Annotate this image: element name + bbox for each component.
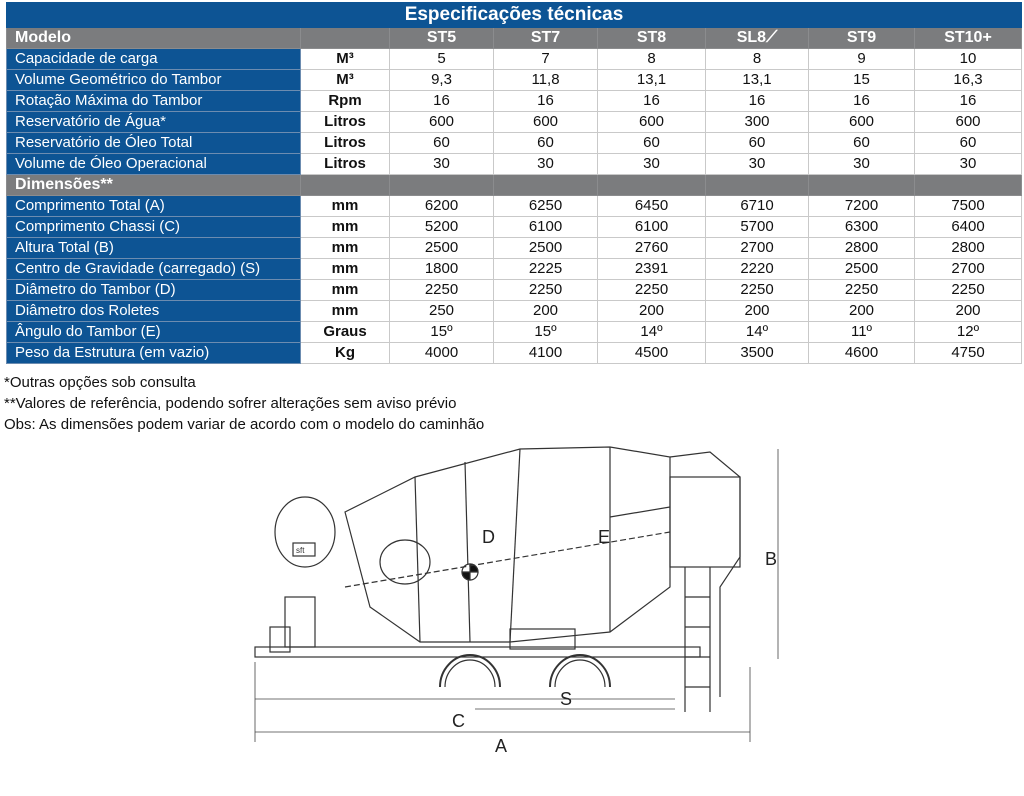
row-value: 2225 [494, 259, 598, 280]
dimensions-header: Dimensões** [7, 175, 301, 196]
row-value: 5200 [390, 217, 494, 238]
row-value: 13,1 [706, 70, 809, 91]
row-value: 2250 [494, 280, 598, 301]
model-header-label: Modelo [7, 28, 301, 49]
row-value: 11,8 [494, 70, 598, 91]
row-value: 2220 [706, 259, 809, 280]
row-value: 600 [915, 112, 1022, 133]
row-label: Ângulo do Tambor (E) [7, 322, 301, 343]
table-row [7, 70, 1022, 91]
row-value: 30 [915, 154, 1022, 175]
row-value: 6400 [915, 217, 1022, 238]
row-value: 7200 [809, 196, 915, 217]
row-value: 200 [598, 301, 706, 322]
model-header-5: ST10+ [915, 28, 1022, 49]
row-value: 16 [494, 91, 598, 112]
row-value: 2250 [809, 280, 915, 301]
row-value: 16 [598, 91, 706, 112]
row-value: 9 [809, 49, 915, 70]
table-row [7, 238, 1022, 259]
row-label: Reservatório de Água* [7, 112, 301, 133]
row-unit: Kg [301, 343, 390, 364]
row-value: 8 [598, 49, 706, 70]
row-unit: mm [301, 280, 390, 301]
row-value: 60 [809, 133, 915, 154]
label-d: D [482, 527, 495, 547]
row-value: 6250 [494, 196, 598, 217]
row-value: 13,1 [598, 70, 706, 91]
row-value: 2800 [915, 238, 1022, 259]
mixer-technical-drawing [230, 437, 790, 757]
row-label: Comprimento Chassi (C) [7, 217, 301, 238]
row-value: 6200 [390, 196, 494, 217]
row-value: 600 [809, 112, 915, 133]
row-value: 16 [706, 91, 809, 112]
row-label: Centro de Gravidade (carregado) (S) [7, 259, 301, 280]
row-value: 30 [598, 154, 706, 175]
row-label: Diâmetro dos Roletes [7, 301, 301, 322]
row-value: 200 [809, 301, 915, 322]
table-row [7, 343, 1022, 364]
row-value: 2700 [706, 238, 809, 259]
row-label: Capacidade de carga [7, 49, 301, 70]
label-a: A [495, 736, 508, 756]
row-value: 4500 [598, 343, 706, 364]
row-value: 4600 [809, 343, 915, 364]
footnote: **Valores de referência, podendo sofrer alterações sem aviso prévio [4, 395, 457, 412]
row-value: 60 [706, 133, 809, 154]
model-header-3: SL8⟋ [706, 28, 809, 49]
row-unit: mm [301, 301, 390, 322]
label-s: S [560, 689, 573, 709]
row-value: 30 [706, 154, 809, 175]
row-value: 7500 [915, 196, 1022, 217]
footnote: Obs: As dimensões podem variar de acordo com o modelo do caminhão [4, 416, 485, 433]
row-value: 14º [706, 322, 809, 343]
row-value: 3500 [706, 343, 809, 364]
row-value: 2250 [915, 280, 1022, 301]
row-value: 6710 [706, 196, 809, 217]
table-row [7, 259, 1022, 280]
row-value: 15 [809, 70, 915, 91]
row-value: 14º [598, 322, 706, 343]
row-value: 15º [494, 322, 598, 343]
footnotes [4, 372, 1021, 435]
row-unit: Rpm [301, 91, 390, 112]
row-value: 2250 [706, 280, 809, 301]
row-value: 12º [915, 322, 1022, 343]
row-value: 30 [390, 154, 494, 175]
row-label: Altura Total (B) [7, 238, 301, 259]
row-unit: Litros [301, 154, 390, 175]
row-value: 4100 [494, 343, 598, 364]
mixer-drum [345, 447, 670, 642]
table-title: Especificações técnicas [7, 3, 1022, 28]
row-value: 8 [706, 49, 809, 70]
row-value: 2800 [809, 238, 915, 259]
row-value: 16,3 [915, 70, 1022, 91]
row-label: Reservatório de Óleo Total [7, 133, 301, 154]
row-value: 16 [390, 91, 494, 112]
model-header-2: ST8 [598, 28, 706, 49]
logo-text: sft [296, 546, 305, 555]
model-header-1: ST7 [494, 28, 598, 49]
row-value: 2700 [915, 259, 1022, 280]
row-value: 9,3 [390, 70, 494, 91]
footnote: *Outras opções sob consulta [4, 374, 196, 391]
row-unit: mm [301, 196, 390, 217]
table-row [7, 91, 1022, 112]
row-value: 600 [390, 112, 494, 133]
row-value: 250 [390, 301, 494, 322]
row-value: 6450 [598, 196, 706, 217]
label-c: C [452, 711, 465, 731]
row-value: 2500 [390, 238, 494, 259]
row-value: 7 [494, 49, 598, 70]
row-value: 4000 [390, 343, 494, 364]
table-row [7, 322, 1022, 343]
table-row [7, 49, 1022, 70]
model-header-0: ST5 [390, 28, 494, 49]
row-value: 11º [809, 322, 915, 343]
row-value: 16 [915, 91, 1022, 112]
table-row [7, 154, 1022, 175]
table-row [7, 280, 1022, 301]
model-header-4: ST9 [809, 28, 915, 49]
row-value: 200 [706, 301, 809, 322]
row-value: 2391 [598, 259, 706, 280]
row-value: 600 [598, 112, 706, 133]
row-value: 200 [494, 301, 598, 322]
label-b: B [765, 549, 778, 569]
row-label: Comprimento Total (A) [7, 196, 301, 217]
table-row [7, 217, 1022, 238]
row-value: 60 [494, 133, 598, 154]
row-value: 30 [494, 154, 598, 175]
row-value: 60 [390, 133, 494, 154]
row-value: 2250 [390, 280, 494, 301]
row-value: 30 [809, 154, 915, 175]
row-value: 300 [706, 112, 809, 133]
row-value: 10 [915, 49, 1022, 70]
row-value: 5 [390, 49, 494, 70]
spec-table [6, 2, 1022, 364]
row-value: 16 [809, 91, 915, 112]
model-header-row [7, 28, 1022, 49]
row-label: Diâmetro do Tambor (D) [7, 280, 301, 301]
row-unit: Litros [301, 112, 390, 133]
row-label: Volume de Óleo Operacional [7, 154, 301, 175]
row-value: 2250 [598, 280, 706, 301]
table-row [7, 196, 1022, 217]
row-value: 2500 [494, 238, 598, 259]
row-value: 200 [915, 301, 1022, 322]
row-value: 4750 [915, 343, 1022, 364]
row-unit: M³ [301, 49, 390, 70]
row-value: 1800 [390, 259, 494, 280]
table-row [7, 133, 1022, 154]
row-label: Rotação Máxima do Tambor [7, 91, 301, 112]
row-unit: mm [301, 259, 390, 280]
row-value: 2760 [598, 238, 706, 259]
row-unit: Litros [301, 133, 390, 154]
unit-header [301, 28, 390, 49]
row-value: 60 [598, 133, 706, 154]
row-value: 6100 [494, 217, 598, 238]
row-value: 600 [494, 112, 598, 133]
row-unit: mm [301, 217, 390, 238]
row-unit: Graus [301, 322, 390, 343]
row-unit: mm [301, 238, 390, 259]
table-row [7, 112, 1022, 133]
row-value: 2500 [809, 259, 915, 280]
row-unit: M³ [301, 70, 390, 91]
row-label: Peso da Estrutura (em vazio) [7, 343, 301, 364]
row-value: 6300 [809, 217, 915, 238]
row-value: 5700 [706, 217, 809, 238]
row-value: 15º [390, 322, 494, 343]
row-label: Volume Geométrico do Tambor [7, 70, 301, 91]
row-value: 60 [915, 133, 1022, 154]
row-value: 6100 [598, 217, 706, 238]
label-e: E [598, 527, 611, 547]
table-row [7, 301, 1022, 322]
